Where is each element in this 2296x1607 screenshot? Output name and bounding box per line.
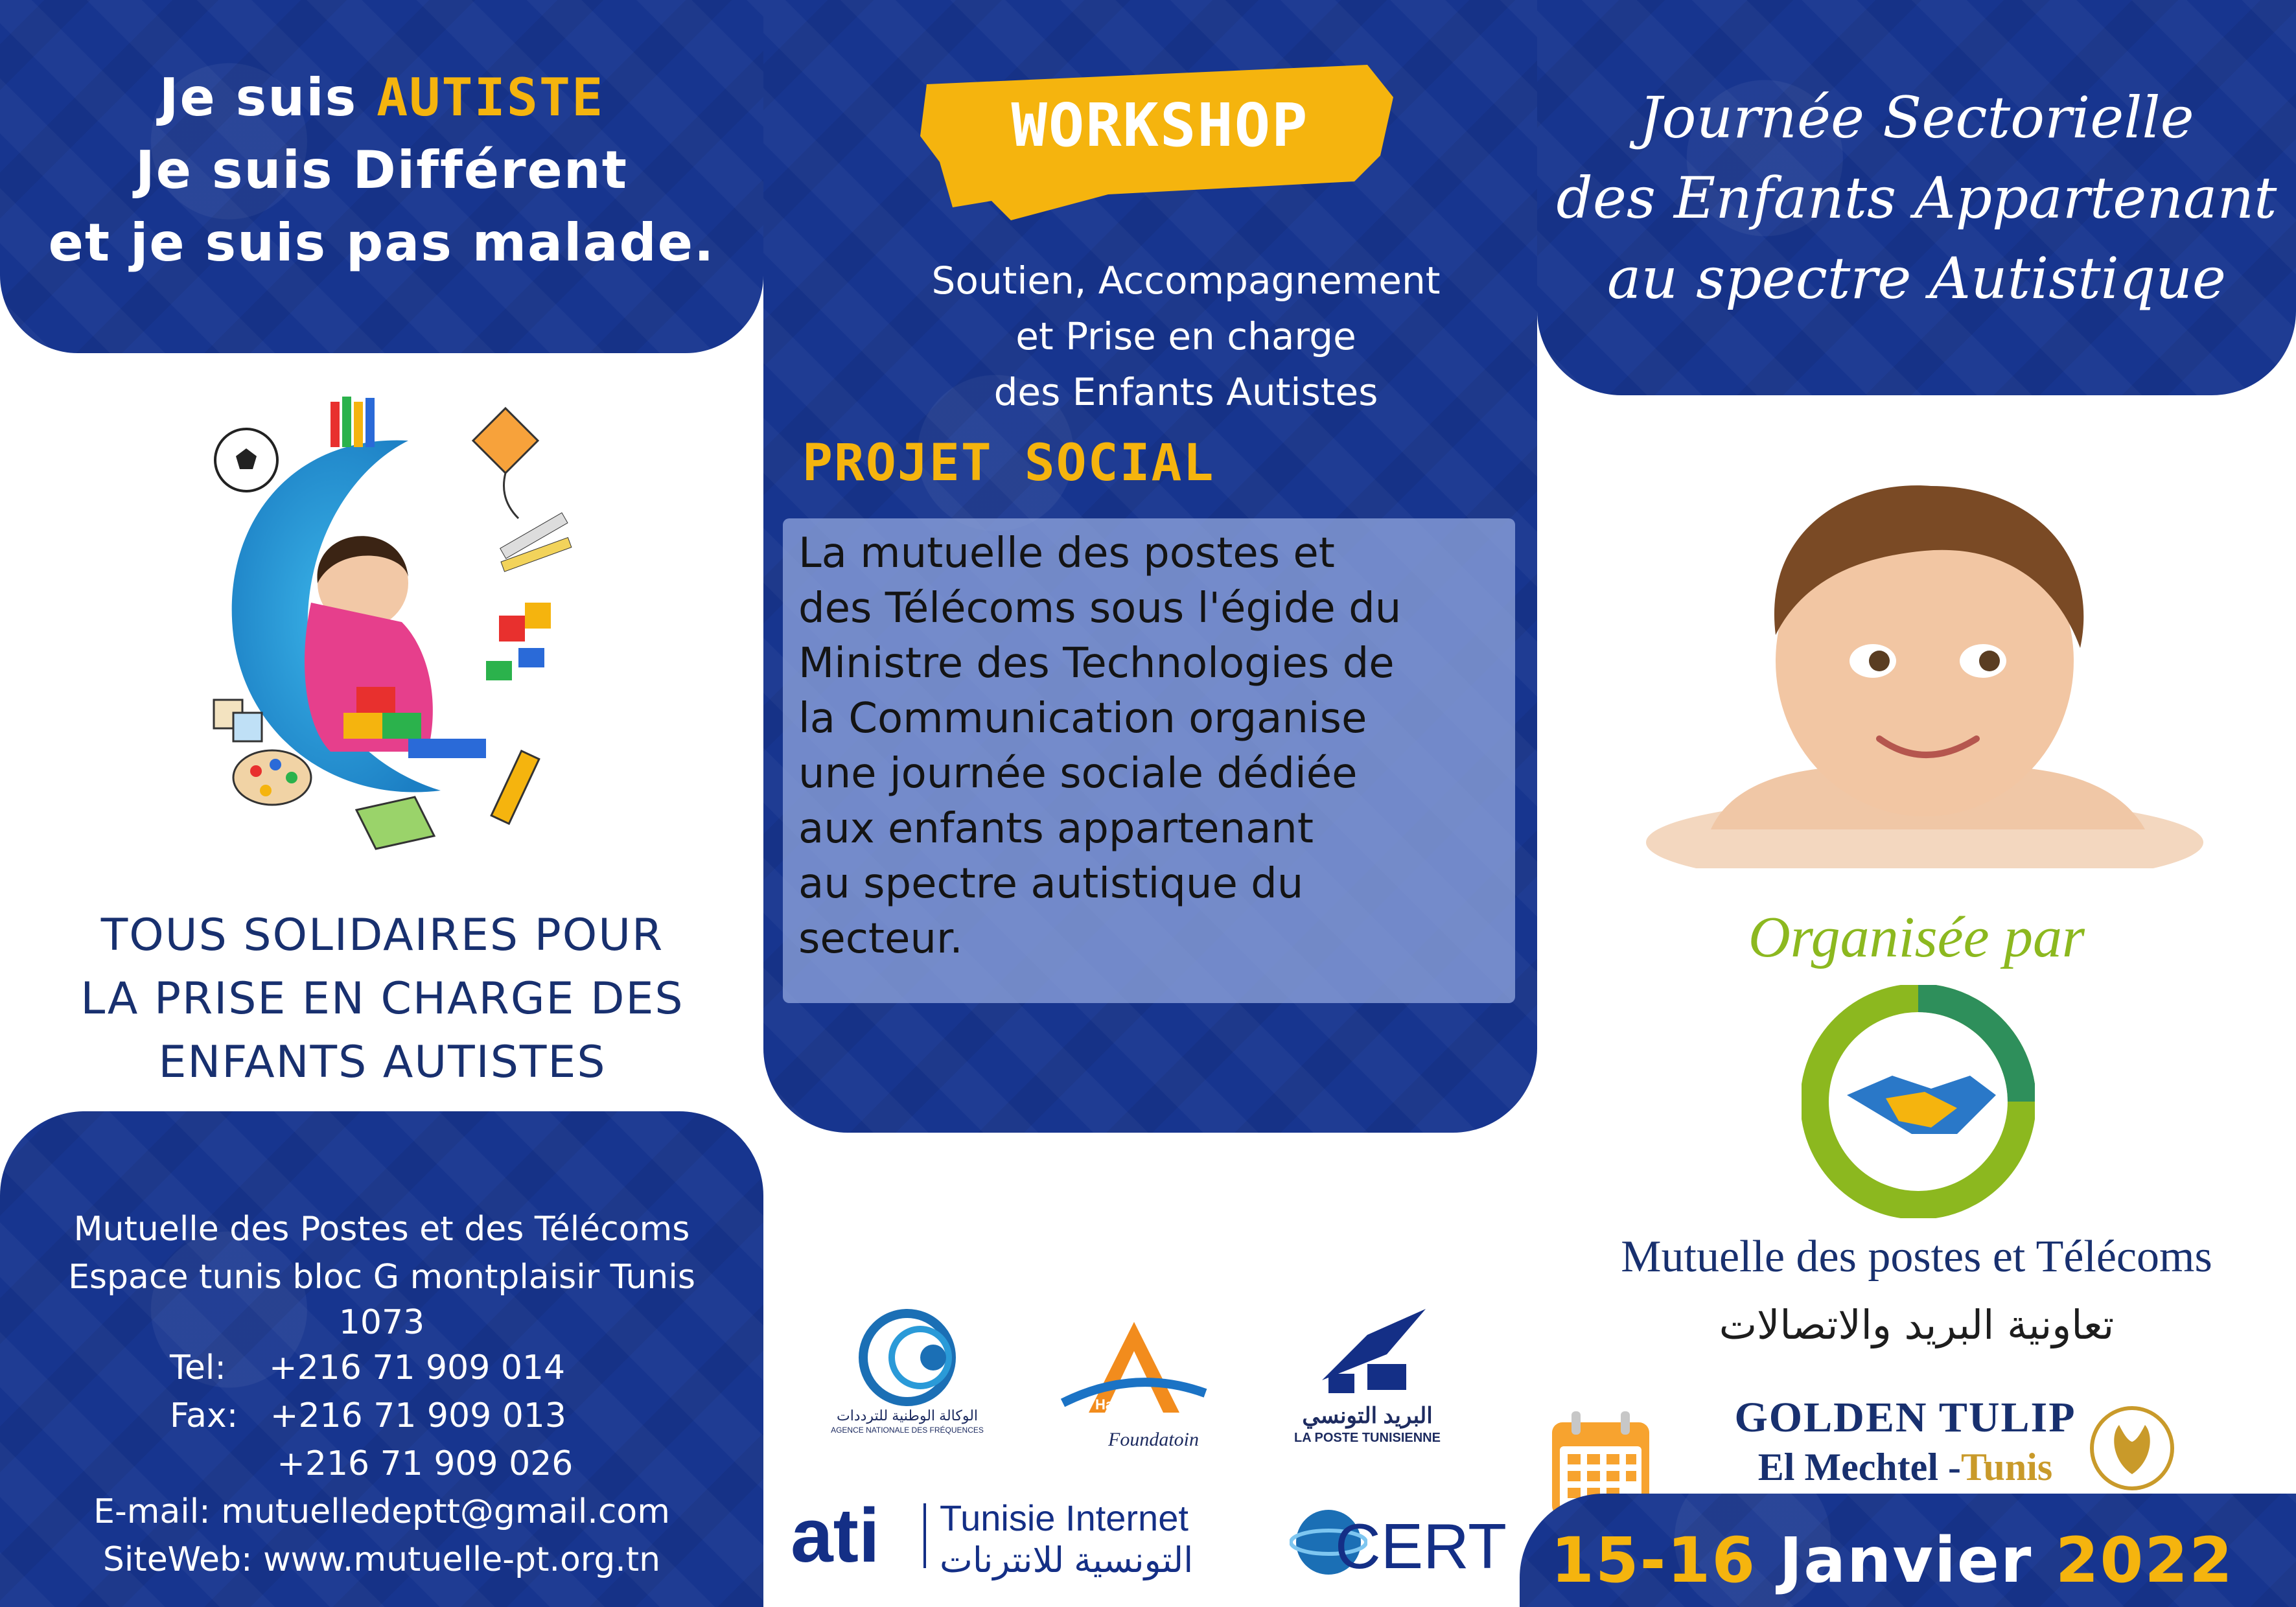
organiser-name: Mutuelle des postes et Télécoms bbox=[1621, 1232, 2212, 1282]
project-text-line: une journée sociale dédiée bbox=[798, 750, 1358, 798]
organised-by-label: Organisée par bbox=[1748, 905, 2085, 969]
la-poste-fr: LA POSTE TUNISIENNE bbox=[1294, 1431, 1441, 1445]
la-poste-emblem-icon bbox=[1270, 1302, 1465, 1400]
event-date bbox=[1520, 1524, 2265, 1597]
abc-blocks-icon bbox=[214, 700, 262, 741]
anf-emblem-icon bbox=[829, 1309, 985, 1406]
anf-caption-fr: AGENCE NATIONALE DES FRÉQUENCES bbox=[831, 1426, 984, 1435]
event-title-line: au spectre Autistique bbox=[1607, 245, 2226, 312]
paint-palette-icon bbox=[233, 750, 311, 805]
partner-logos bbox=[778, 1309, 1529, 1594]
slogan-line: LA PRISE EN CHARGE DES bbox=[80, 973, 684, 1024]
workshop-subtitle-line: Soutien, Accompagnement bbox=[931, 259, 1441, 303]
contact-website: SiteWeb: www.mutuelle-pt.org.tn bbox=[102, 1540, 661, 1579]
la-poste-logo bbox=[1270, 1302, 1465, 1451]
headline-highlight: AUTISTE bbox=[377, 67, 605, 128]
cert-text: CERT bbox=[1335, 1510, 1507, 1582]
event-title-line: des Enfants Appartenant bbox=[1556, 165, 2277, 231]
contact-postcode: 1073 bbox=[338, 1303, 425, 1342]
workshop-subtitle bbox=[836, 253, 1536, 420]
workshop-subtitle-line: des Enfants Autistes bbox=[993, 370, 1378, 414]
soccer-ball-icon bbox=[215, 429, 277, 491]
contact-org: Mutuelle des Postes et des Télécoms bbox=[73, 1210, 690, 1249]
project-social-title: PROJET SOCIAL bbox=[802, 434, 1215, 492]
project-text-line: aux enfants appartenant bbox=[798, 805, 1314, 853]
event-title-line: Journée Sectorielle bbox=[1639, 84, 2194, 151]
solidarity-slogan bbox=[13, 904, 752, 1094]
pencil-icon bbox=[491, 751, 539, 824]
project-text-line: la Communication organise bbox=[798, 695, 1367, 743]
smiling-boy-photo bbox=[1633, 467, 2216, 868]
headline-prefix: Je suis bbox=[159, 67, 377, 128]
contact-fax2: +216 71 909 026 bbox=[170, 1444, 574, 1483]
mutuelle-handshake-logo bbox=[1802, 985, 2035, 1218]
cert-logo bbox=[1290, 1503, 1507, 1582]
contact-email: E-mail: mutuelledeptt@gmail.com bbox=[93, 1492, 670, 1531]
anf-caption-ar: الوكالة الوطنية للترددات bbox=[836, 1407, 979, 1424]
contact-fax: Fax: +216 71 909 013 bbox=[170, 1396, 566, 1435]
book-icon bbox=[356, 797, 434, 849]
kite-icon bbox=[473, 408, 538, 518]
slogan-line: ENFANTS AUTISTES bbox=[158, 1037, 607, 1088]
anf-logo bbox=[829, 1309, 985, 1451]
contact-address: Espace tunis bloc G montplaisir Tunis bbox=[68, 1258, 695, 1297]
event-title bbox=[1537, 78, 2296, 319]
halim-name: Halim bbox=[1095, 1396, 1134, 1413]
project-text-line: La mutuelle des postes et bbox=[798, 529, 1335, 577]
contact-tel: Tel: +216 71 909 014 bbox=[170, 1348, 566, 1387]
workshop-subtitle-line: et Prise en charge bbox=[1015, 314, 1356, 358]
hotel-location bbox=[1711, 1445, 2100, 1490]
project-text-line: secteur. bbox=[798, 915, 963, 963]
left-headline bbox=[0, 62, 763, 279]
slogan-line: TOUS SOLIDAIRES POUR bbox=[100, 910, 664, 961]
halim-foundation-logo bbox=[1050, 1315, 1218, 1464]
headline-line3: et je suis pas malade. bbox=[48, 213, 715, 273]
paint-brushes-icon bbox=[500, 513, 572, 572]
ati-divider bbox=[923, 1503, 926, 1568]
event-month: Janvier bbox=[1756, 1524, 2056, 1597]
hotel-location-main: El Mechtel - bbox=[1757, 1446, 1961, 1488]
project-text-line: Ministre des Technologies de bbox=[798, 640, 1395, 688]
golden-tulip-icon bbox=[2087, 1403, 2177, 1494]
headline-line2: Je suis Différent bbox=[135, 140, 628, 200]
event-days: 15-16 bbox=[1551, 1524, 1757, 1597]
hotel-name: GOLDEN TULIP bbox=[1734, 1394, 2076, 1441]
contact-info bbox=[0, 1205, 763, 1584]
ati-name: Tunisie Internet bbox=[940, 1497, 1189, 1538]
halim-sub: Foundatoin bbox=[1108, 1429, 1199, 1450]
organiser-name-arabic: تعاونية البريد والاتصالات bbox=[1719, 1301, 2115, 1348]
ati-logo bbox=[791, 1490, 1244, 1581]
project-text-line: au spectre autistique du bbox=[798, 860, 1304, 908]
crayons-icon bbox=[330, 397, 375, 447]
block-tower-icon bbox=[486, 603, 551, 680]
project-text-line: des Télécoms sous l'égide du bbox=[798, 584, 1402, 632]
ati-ar: التونسية للانترنات bbox=[940, 1541, 1194, 1580]
child-playing-illustration bbox=[194, 389, 596, 855]
ati-short: ati bbox=[791, 1493, 880, 1578]
project-description bbox=[798, 526, 1511, 967]
hotel-location-city: Tunis bbox=[1960, 1446, 2053, 1488]
la-poste-ar: البريد التونسي bbox=[1302, 1404, 1433, 1428]
event-year: 2022 bbox=[2055, 1524, 2234, 1597]
workshop-title: WORKSHOP bbox=[1011, 91, 1309, 160]
